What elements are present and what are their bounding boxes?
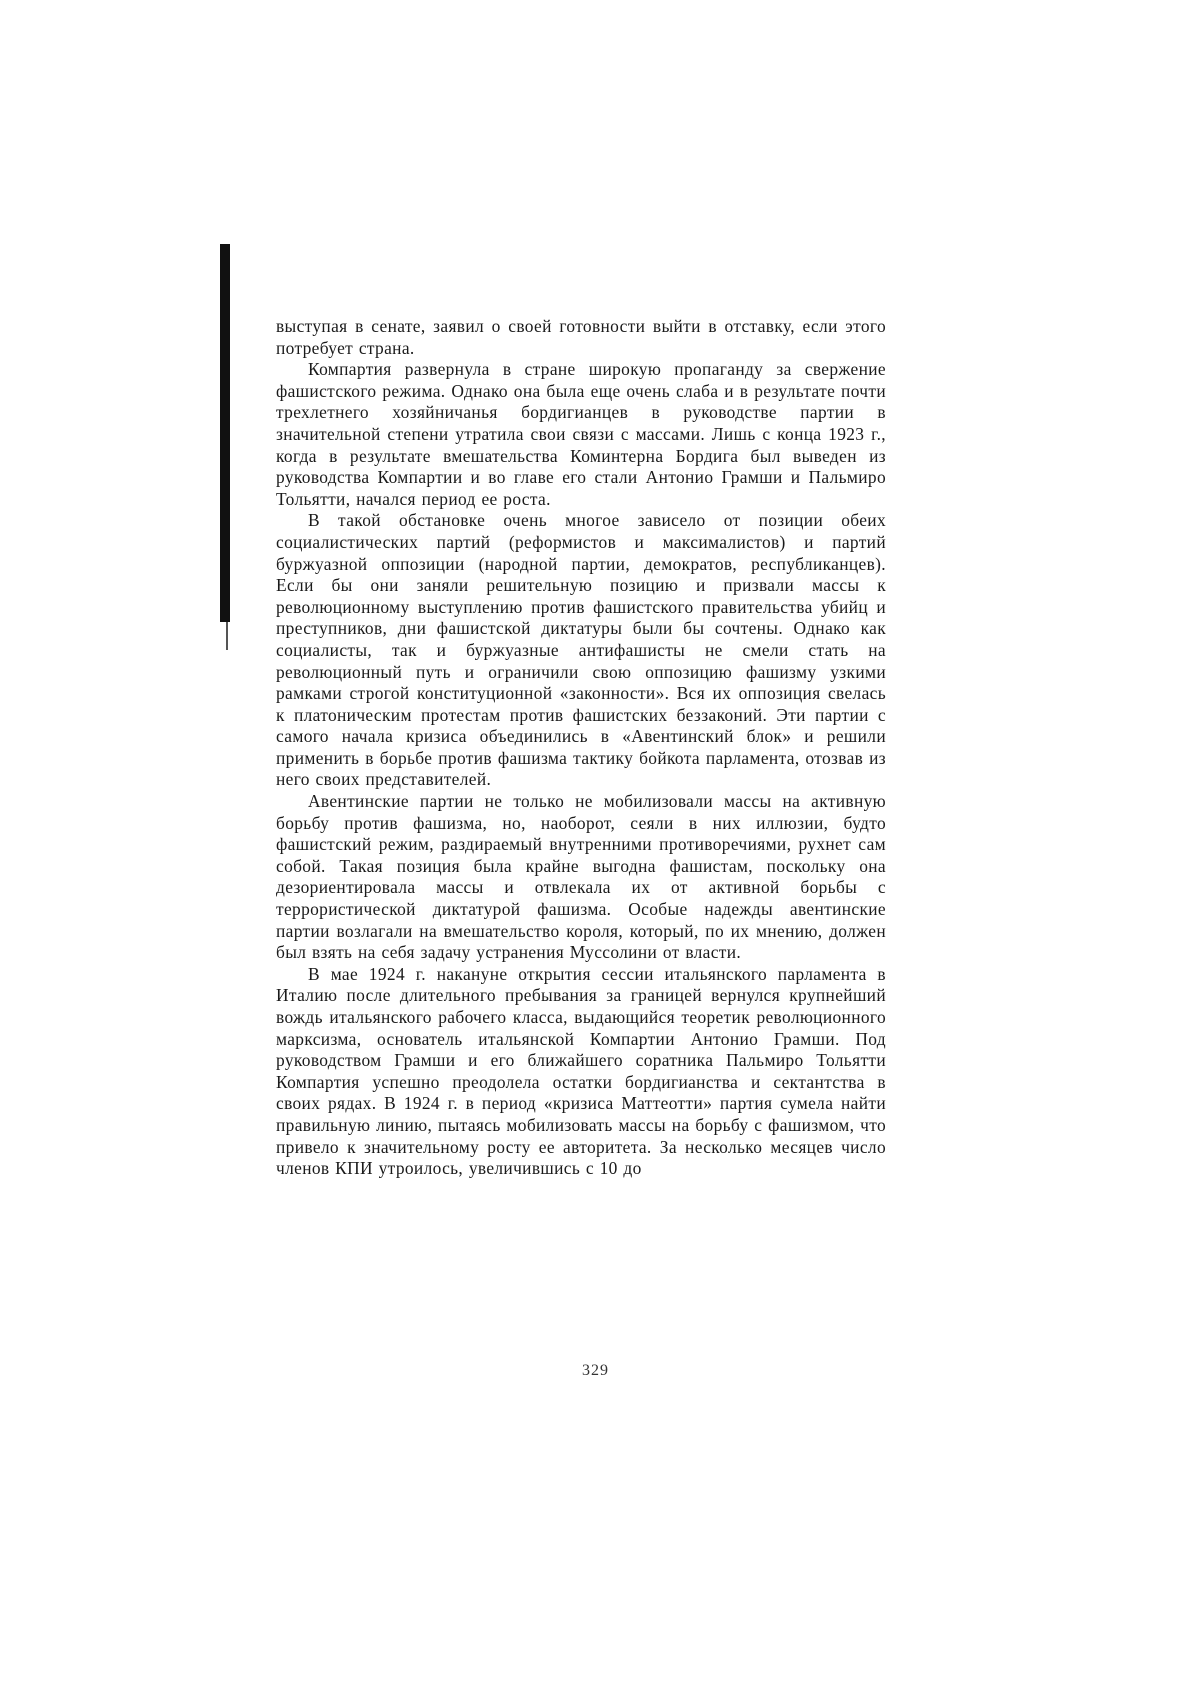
paragraph-3: В такой обстановке очень многое зависело от позиции обеих социалистических партий (реформистов и максималистов) и партий буржуазной оппозиции (народной партии, демократов, республиканцев). Если бы они заняли решительную позицию и призвали массы к революционному выступлению против фашистского правительства убийц и преступников, дни фашистской диктатуры были бы сочтены. Однако как социалисты, так и буржуазные антифашисты не смели стать на революционный путь и ограничили свою оппозицию фашизму узкими рамками строгой конституционной «законности». Вся их оппозиция свелась к платоническим протестам против фашистских беззаконий. Эти партии с самого начала кризиса объединились в «Авентинский блок» и решили применить в борьбе против фашизма тактику бойкота парламента, отозвав из него своих представителей.: [276, 510, 886, 790]
page-body-text: [276, 316, 886, 1180]
scan-margin-bar-tail: [226, 622, 228, 650]
page-number: 329: [582, 1362, 609, 1379]
paragraph-1: выступая в сенате, заявил о своей готовности выйти в отставку, если этого потребует страна.: [276, 316, 886, 358]
paragraph-2: Компартия развернула в стране широкую пропаганду за свержение фашистского режима. Однако она была еще очень слаба и в результате почти трехлетнего хозяйничанья бордигианцев в руководстве партии в значительной степени утратила свои связи с массами. Лишь с конца 1923 г., когда в результате вмешательства Коминтерна Бордига был выведен из руководства Компартии и во главе его стали Антонио Грамши и Пальмиро Тольятти, начался период ее роста.: [276, 359, 886, 509]
paragraph-4: Авентинские партии не только не мобилизовали массы на активную борьбу против фашизма, но, наоборот, сеяли в них иллюзии, будто фашистский режим, раздираемый внутренними противоречиями, рухнет сам собой. Такая позиция была крайне выгодна фашистам, поскольку она дезориентировала массы и отвлекала их от активной борьбы с террористической диктатурой фашизма. Особые надежды авентинские партии возлагали на вмешательство короля, который, по их мнению, должен был взять на себя задачу устранения Муссолини от власти.: [276, 791, 886, 963]
scan-margin-bar: [220, 244, 230, 622]
paragraph-5: В мае 1924 г. накануне открытия сессии итальянского парламента в Италию после длительного пребывания за границей вернулся крупнейший вождь итальянского рабочего класса, выдающийся теоретик революционного марксизма, основатель итальянской Компартии Антонио Грамши. Под руководством Грамши и его ближайшего соратника Пальмиро Тольятти Компартия успешно преодолела остатки бордигианства и сектантства в своих рядах. В 1924 г. в период «кризиса Маттеотти» партия сумела найти правильную линию, пытаясь мобилизовать массы на борьбу с фашизмом, что привело к значительному росту ее авторитета. За несколько месяцев число членов КПИ утроилось, увеличившись с 10 до: [276, 963, 886, 1179]
